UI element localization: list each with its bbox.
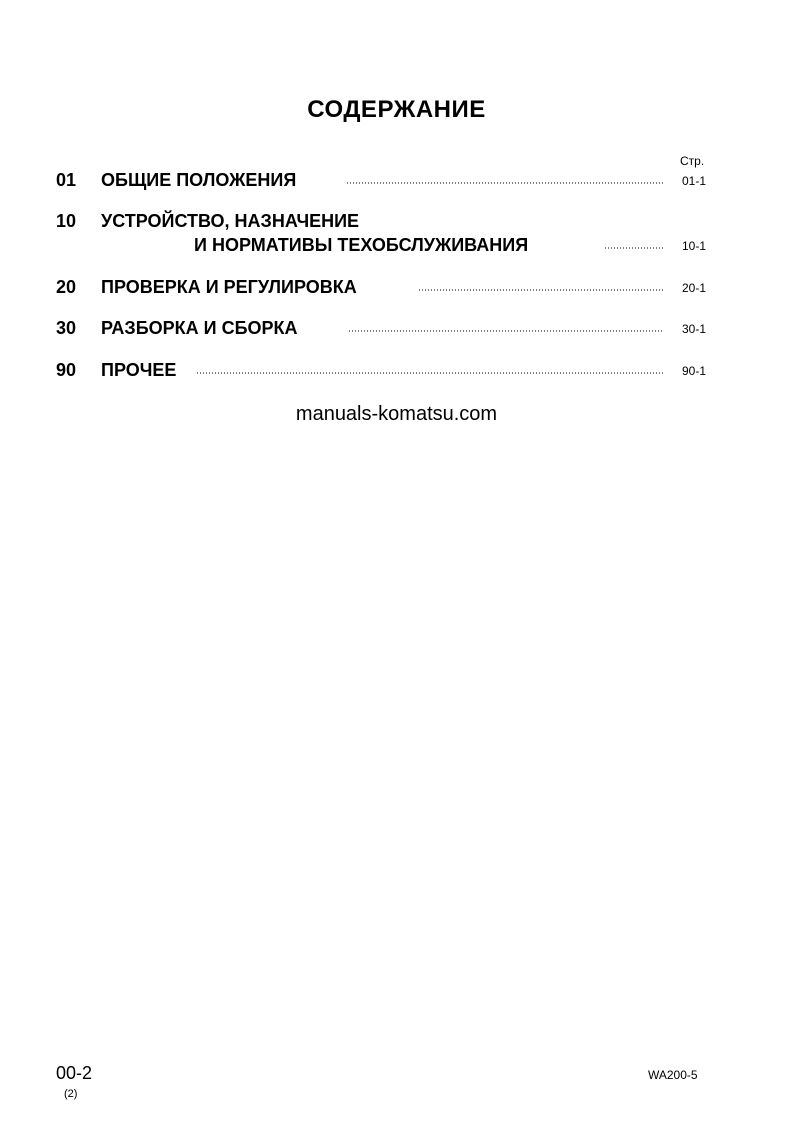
toc-label: РАЗБОРКА И СБОРКА xyxy=(101,318,298,338)
toc-number: 30 xyxy=(56,318,77,338)
toc-page: 20-1 xyxy=(681,281,706,295)
toc-number: 20 xyxy=(56,277,77,297)
toc-entry-20[interactable] xyxy=(56,277,706,299)
toc-number: 10 xyxy=(56,211,77,231)
toc-page: 01-1 xyxy=(681,174,706,188)
toc-label: УСТРОЙСТВО, НАЗНАЧЕНИЕ xyxy=(101,211,360,231)
toc-label: ПРОЧЕЕ xyxy=(101,360,177,380)
watermark-link[interactable]: manuals-komatsu.com xyxy=(295,403,498,425)
toc-entry-30[interactable] xyxy=(56,318,706,340)
toc-label-continued: И НОРМАТИВЫ ТЕХОБСЛУЖИВАНИЯ xyxy=(194,235,529,255)
toc-page: 30-1 xyxy=(681,322,706,336)
toc-label: ОБЩИЕ ПОЛОЖЕНИЯ xyxy=(101,170,297,190)
toc-label: ПРОВЕРКА И РЕГУЛИРОВКА xyxy=(101,277,357,297)
leader-dots xyxy=(348,330,664,332)
toc-entry-10-line1[interactable] xyxy=(56,211,706,233)
page-title: СОДЕРЖАНИЕ xyxy=(307,96,486,123)
leader-dots xyxy=(418,289,664,291)
page-column-label: Стр. xyxy=(680,154,705,168)
footer-model: WA200-5 xyxy=(648,1068,698,1082)
leader-dots xyxy=(196,372,664,374)
toc-number: 90 xyxy=(56,360,77,380)
toc-number: 01 xyxy=(56,170,77,190)
toc-entry-90[interactable] xyxy=(56,360,706,382)
toc-page: 10-1 xyxy=(681,239,706,253)
footer-page-number: 00-2 xyxy=(56,1063,93,1083)
footer-revision: (2) xyxy=(64,1088,78,1100)
toc-entry-01[interactable] xyxy=(56,170,706,192)
leader-dots xyxy=(346,182,664,184)
leader-dots xyxy=(604,247,664,249)
toc-entry-10-line2[interactable] xyxy=(56,235,706,257)
toc-page: 90-1 xyxy=(681,364,706,378)
